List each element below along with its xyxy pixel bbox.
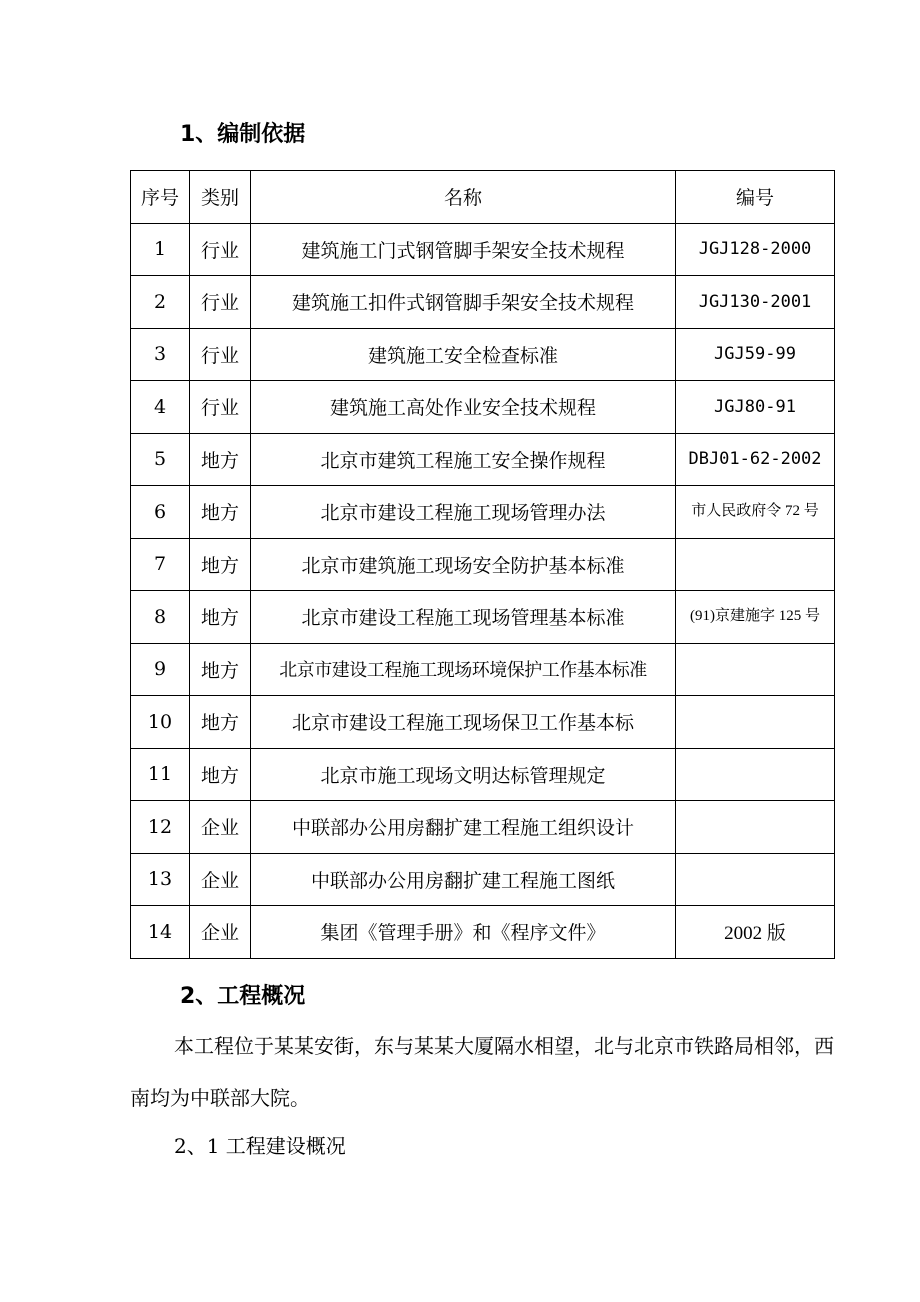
cell-category: 企业: [190, 906, 251, 959]
table-row: [131, 696, 835, 749]
cell-category: 地方: [190, 748, 251, 801]
cell-no: 1: [131, 223, 190, 276]
cell-name: 建筑施工高处作业安全技术规程: [251, 381, 676, 434]
cell-name: 中联部办公用房翻扩建工程施工图纸: [251, 853, 676, 906]
table-row: [131, 801, 835, 854]
table-row: [131, 223, 835, 276]
cell-category: 地方: [190, 696, 251, 749]
table-row: [131, 748, 835, 801]
cell-category: 行业: [190, 276, 251, 329]
cell-code: 市人民政府令 72 号: [676, 486, 835, 539]
cell-no: 2: [131, 276, 190, 329]
cell-no: 5: [131, 433, 190, 486]
table-row: [131, 538, 835, 591]
cell-name: 北京市建设工程施工现场保卫工作基本标: [251, 696, 676, 749]
cell-code: JGJ59-99: [676, 328, 835, 381]
table-header-row: [131, 171, 835, 224]
cell-name: 建筑施工扣件式钢管脚手架安全技术规程: [251, 276, 676, 329]
table-row: [131, 853, 835, 906]
cell-name: 北京市建筑施工现场安全防护基本标准: [251, 538, 676, 591]
cell-code: [676, 643, 835, 696]
cell-no: 4: [131, 381, 190, 434]
cell-no: 14: [131, 906, 190, 959]
cell-no: 13: [131, 853, 190, 906]
section-heading-basis: 1、编制依据: [180, 122, 306, 147]
cell-category: 企业: [190, 801, 251, 854]
cell-code: [676, 696, 835, 749]
table-row: [131, 591, 835, 644]
cell-code: [676, 538, 835, 591]
cell-category: 行业: [190, 328, 251, 381]
header-code: 编号: [676, 171, 835, 224]
section-heading-overview: 2、工程概况: [180, 984, 306, 1009]
overview-paragraph: 本工程位于某某安街，东与某某大厦隔水相望，北与北京市铁路局相邻，西南均为中联部大院。: [130, 1034, 834, 1110]
table-row: [131, 643, 835, 696]
cell-name: 北京市建设工程施工现场管理办法: [251, 486, 676, 539]
cell-category: 地方: [190, 643, 251, 696]
table-row: [131, 486, 835, 539]
cell-no: 10: [131, 696, 190, 749]
cell-code: (91)京建施字 125 号: [676, 591, 835, 644]
cell-no: 12: [131, 801, 190, 854]
cell-name: 建筑施工安全检查标准: [251, 328, 676, 381]
cell-code: DBJ01-62-2002: [676, 433, 835, 486]
cell-category: 企业: [190, 853, 251, 906]
cell-name: 中联部办公用房翻扩建工程施工组织设计: [251, 801, 676, 854]
table-row: [131, 328, 835, 381]
cell-no: 11: [131, 748, 190, 801]
header-name: 名称: [251, 171, 676, 224]
table-row: [131, 381, 835, 434]
cell-code: 2002 版: [676, 906, 835, 959]
cell-name: 北京市建设工程施工现场管理基本标准: [251, 591, 676, 644]
cell-code: [676, 801, 835, 854]
header-category: 类别: [190, 171, 251, 224]
cell-no: 3: [131, 328, 190, 381]
cell-name: 集团《管理手册》和《程序文件》: [251, 906, 676, 959]
cell-category: 行业: [190, 381, 251, 434]
cell-code: JGJ80-91: [676, 381, 835, 434]
table-row: [131, 276, 835, 329]
subsection-heading: 2、1 工程建设概况: [174, 1134, 346, 1158]
table-row: [131, 433, 835, 486]
cell-name: 北京市建设工程施工现场环境保护工作基本标准: [251, 643, 676, 696]
cell-category: 地方: [190, 591, 251, 644]
cell-name: 北京市建筑工程施工安全操作规程: [251, 433, 676, 486]
cell-no: 7: [131, 538, 190, 591]
cell-category: 地方: [190, 433, 251, 486]
cell-code: JGJ130-2001: [676, 276, 835, 329]
table-row: [131, 906, 835, 959]
basis-table: [130, 170, 835, 959]
cell-code: [676, 853, 835, 906]
cell-no: 8: [131, 591, 190, 644]
cell-category: 地方: [190, 486, 251, 539]
header-no: 序号: [131, 171, 190, 224]
cell-code: [676, 748, 835, 801]
cell-name: 建筑施工门式钢管脚手架安全技术规程: [251, 223, 676, 276]
cell-no: 9: [131, 643, 190, 696]
cell-category: 地方: [190, 538, 251, 591]
cell-no: 6: [131, 486, 190, 539]
cell-code: JGJ128-2000: [676, 223, 835, 276]
cell-name: 北京市施工现场文明达标管理规定: [251, 748, 676, 801]
cell-category: 行业: [190, 223, 251, 276]
